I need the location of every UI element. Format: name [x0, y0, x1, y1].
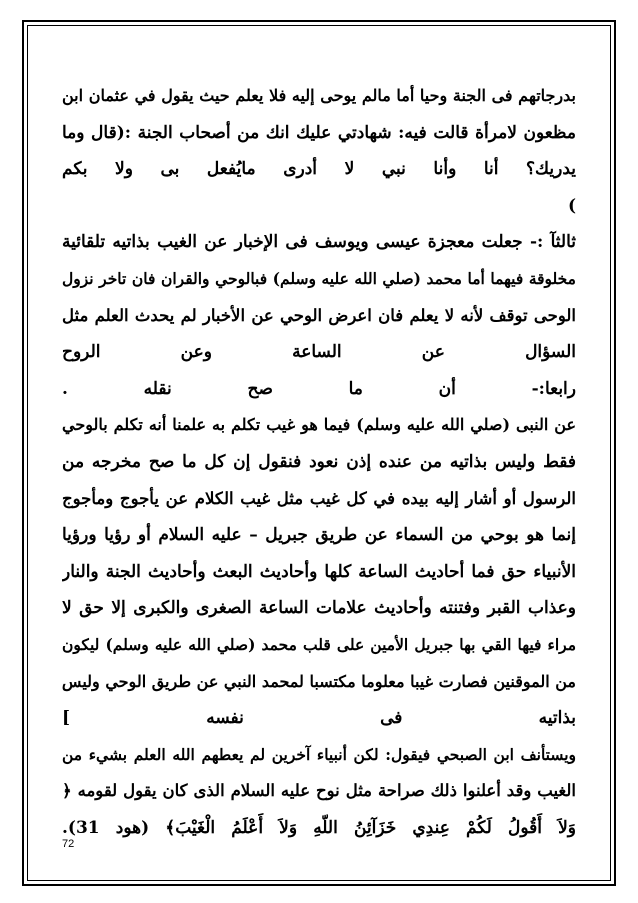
- text-line: بدرجاتهم فى الجنة وحيا أما مالم يوحى إليه فلا يعلم حيث يقول في عثمان ابن: [62, 86, 576, 105]
- text-line: رابعا:- أن ما صح نقله .: [62, 378, 576, 399]
- text-line: الوحى توقف لأنه لا يعلم فان اعرض الوحي عن الأخبار لم يحدث العلم مثل: [62, 305, 576, 325]
- text-line: ): [567, 195, 576, 216]
- page-number: 72: [62, 838, 75, 850]
- text-line: ثالثآ :- جعلت معجزة عيسى ويوسف فى الإخبار عن الغيب بذاتيه تلقائية: [62, 232, 576, 253]
- text-line: الغيب وقد أعلنوا ذلك صراحة مثل نوح عليه السلام الذى كان يقول لقومه ﴿: [62, 781, 576, 801]
- body-text: [62, 78, 576, 846]
- text-line: عن النبى (صلي الله عليه وسلم) فيما هو غيب تكلم به علمنا أنه تكلم بالوحي: [62, 415, 576, 435]
- quran-verse-line: وَلاَ أَقُولُ لَكُمْ عِندِي خَزَآئِنُ اللّهِ وَلاَ أَعْلَمُ الْغَيْبَ﴾ (هود 31).: [62, 817, 576, 838]
- text-line: الرسول أو أشار إليه بيده في كل غيب مثل غيب الكلام عن يأجوج ومأجوج: [62, 488, 576, 508]
- text-line: وعذاب القبر وفتنته وأحاديث علامات الساعة الصغرى والكبرى إلا حق لا: [62, 598, 576, 619]
- text-line: إنما هو بوحي من السماء عن طريق جبريل – عليه السلام أو رؤيا ورؤيا: [62, 525, 576, 546]
- text-line: ويستأنف ابن الصبحي فيقول: لكن أنبياء آخرين لم يعطهم الله العلم بشيء من: [62, 744, 576, 764]
- text-line: السؤال عن الساعة وعن الروح: [62, 342, 576, 363]
- text-line: مراء فيها القي بها جبريل الأمين على قلب محمد (صلي الله عليه وسلم) ليكون: [62, 634, 576, 654]
- text-line: يدريك؟ أنا وأنا نبي لا أدرى مايُفعل بى ولا بكم: [62, 159, 576, 180]
- text-line: الأنبياء حق فما أحاديث الساعة كلها وأحاديث البعث وأحاديث الجنة والنار: [62, 561, 576, 582]
- text-line: مظعون لامرأة قالت فيه: شهادتي عليك انك من أصحاب الجنة :(قال وما: [62, 122, 576, 143]
- text-line: من الموقنين فصارت غيبا معلوما مكتسبا لمحمد النبي عن طريق الوحي وليس: [62, 671, 576, 691]
- text-line: مخلوقة فيهما أما محمد (صلي الله عليه وسلم) فبالوحي والقران فان تاخر نزول: [62, 268, 576, 288]
- text-line: فقط وليس بذاتيه من عنده إذن نعود فنقول إن كل ما صح مخرجه من: [62, 451, 576, 472]
- text-line: بذاتيه فى نفسه ]: [62, 708, 576, 729]
